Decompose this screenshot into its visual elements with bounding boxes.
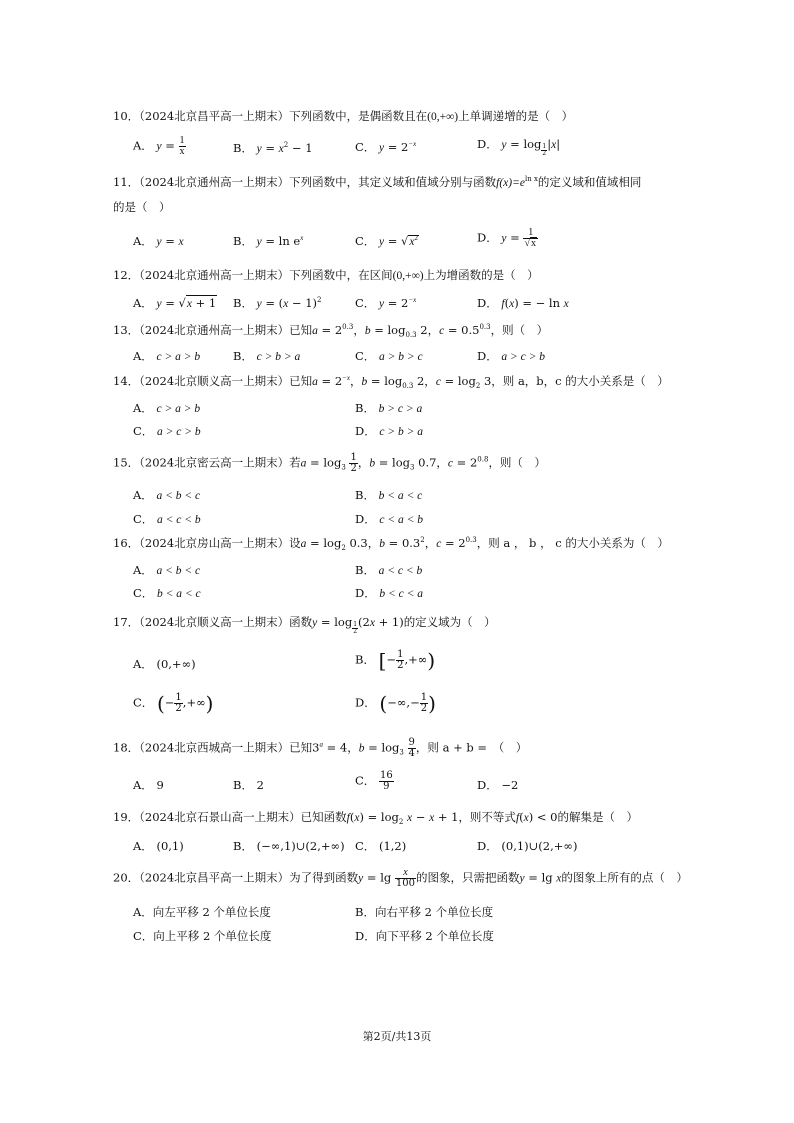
q14-option-d[interactable]: D． c > b > a (355, 424, 424, 438)
question-13: 13．（2024北京通州高一上期末）已知$a = 2^{0.3}$，$b = \log_{0.3} 2$，$c = 0.5^{0.3}$，则（ ） (113, 323, 549, 339)
q17-option-c[interactable]: C． (− $\frac{1}{2}$ ,+∞) (133, 691, 214, 716)
q11-option-c[interactable]: C． $y = √x^2$ (355, 234, 418, 248)
q13-option-b[interactable]: B． c > b > a (233, 349, 301, 363)
question-11-line2: 的是（ ） (113, 200, 171, 214)
q13-option-c[interactable]: C． a > b > c (355, 349, 423, 363)
question-11: 11．（2024北京通州高一上期末）下列函数中，其定义域和值域分别与函数$f(x)=e^{ln x}$的定义域和值域相同 (113, 175, 642, 189)
q10-option-c[interactable]: C． $y = 2^{-x}$ (355, 140, 417, 154)
q12-option-b[interactable]: B． $y = (x - 1)^2$ (233, 296, 322, 310)
q13-option-a[interactable]: A． c > a > b (133, 349, 201, 363)
question-12: 12．（2024北京通州高一上期末）下列函数中，在区间(0,+∞)上为增函数的是（ ） (113, 268, 539, 282)
q16-option-a[interactable]: A． a < b < c (133, 563, 201, 577)
question-10: 10．（2024北京昌平高一上期末）下列函数中，是偶函数且在(0,+∞)上单调递增的是（ ） (113, 109, 574, 123)
q18-option-d[interactable]: D． −2 (477, 778, 519, 792)
q19-option-c[interactable]: C． (1,2) (355, 839, 407, 853)
q12-option-c[interactable]: C． $y = 2^{-x}$ (355, 296, 417, 310)
question-17: 17．（2024北京顺义高一上期末）函数y = log $\frac{1}{2}$ (2x + 1)的定义域为（ ） (113, 615, 496, 635)
q13-option-d[interactable]: D． a > c > b (477, 349, 546, 363)
q15-option-a[interactable]: A． a < b < c (133, 488, 201, 502)
q14-option-b[interactable]: B． b > c > a (355, 401, 423, 415)
q14-option-a[interactable]: A． c > a > b (133, 401, 201, 415)
q10-option-d[interactable]: D． y = log $\frac{1}{2}$ |x| (477, 137, 561, 157)
question-16: 16．（2024北京房山高一上期末）设$a = \log_2 0.3$，$b = 0.3^2$，$c = 2^{0.3}$，则 a ， b ， c 的大小关系为（ ） (113, 536, 669, 552)
q19-option-a[interactable]: A． (0,1) (133, 839, 184, 853)
q15-option-d[interactable]: D． c < a < b (355, 512, 424, 526)
q20-option-a[interactable]: A．向左平移 2 个单位长度 (133, 905, 271, 919)
page-number: 第2页/共13页 (362, 1030, 432, 1043)
q19-option-b[interactable]: B． (−∞,1)∪(2,+∞) (233, 839, 345, 853)
q14-option-c[interactable]: C． a > c > b (133, 424, 201, 438)
q15-option-b[interactable]: B． b < a < c (355, 488, 423, 502)
q18-option-a[interactable]: A． 9 (133, 778, 164, 792)
q17-option-a[interactable]: A． (0,+∞) (133, 657, 196, 671)
question-20: 20．（2024北京昌平高一上期末）为了得到函数y = lg $\frac{x}{100}$ 的图象，只需把函数y = lg x的图象上所有的点（ ） (113, 867, 688, 889)
question-19: 19．（2024北京石景山高一上期末）已知函数$f(x) = \log_2 x - x + 1$，则不等式f(x) < 0的解集是（ ） (113, 810, 638, 826)
q18-option-b[interactable]: B． 2 (233, 778, 264, 792)
q16-option-c[interactable]: C． b < a < c (133, 586, 201, 600)
q17-option-d[interactable]: D． (−∞,− $\frac{1}{2}$ ) (355, 691, 436, 716)
q18-option-c[interactable]: C． $\frac{16}{9}$ (355, 770, 393, 792)
q11-option-b[interactable]: B． $y = \ln e^x$ (233, 234, 304, 248)
q20-option-c[interactable]: C．向上平移 2 个单位长度 (133, 929, 272, 943)
q11-option-a[interactable]: A． y = x (133, 234, 184, 248)
question-18: 18．（2024北京西城高一上期末）已知$3^a = 4$，$b = \log_3$ $\frac{9}{4}$ ，则 a + b = （ ） (113, 737, 528, 759)
q11-option-d[interactable]: D． y = $\frac{1}{√x}$ (477, 227, 536, 249)
q12-option-a[interactable]: A． y = √x + 1 (133, 296, 217, 310)
q16-option-d[interactable]: D． b < c < a (355, 586, 424, 600)
q12-option-d[interactable]: D． f(x) = − ln x (477, 296, 569, 310)
question-14: 14．（2024北京顺义高一上期末）已知$a = 2^{-x}$，$b = \log_{0.3} 2$，$c = \log_2 3$，则 a，b，c 的大小关系是（ ） (113, 374, 669, 390)
q10-option-b[interactable]: B． $y = x^2 - 1$ (233, 141, 313, 155)
question-15: 15．（2024北京密云高一上期末）若$a = \log_3$ $\frac{1}{2}$ ，$b = \log_3 0.7$，$c = 2^{0.8}$，则（ ） (113, 452, 546, 474)
q15-option-c[interactable]: C． a < c < b (133, 512, 201, 526)
q10-option-a[interactable]: A． y = $\frac{1}{x}$ (133, 135, 185, 157)
q19-option-d[interactable]: D． (0,1)∪(2,+∞) (477, 839, 578, 853)
q17-option-b[interactable]: B． [− $\frac{1}{2}$ ,+∞) (355, 648, 436, 673)
q20-option-d[interactable]: D．向下平移 2 个单位长度 (355, 929, 494, 943)
q16-option-b[interactable]: B． a < c < b (355, 563, 423, 577)
q20-option-b[interactable]: B．向右平移 2 个单位长度 (355, 905, 494, 919)
